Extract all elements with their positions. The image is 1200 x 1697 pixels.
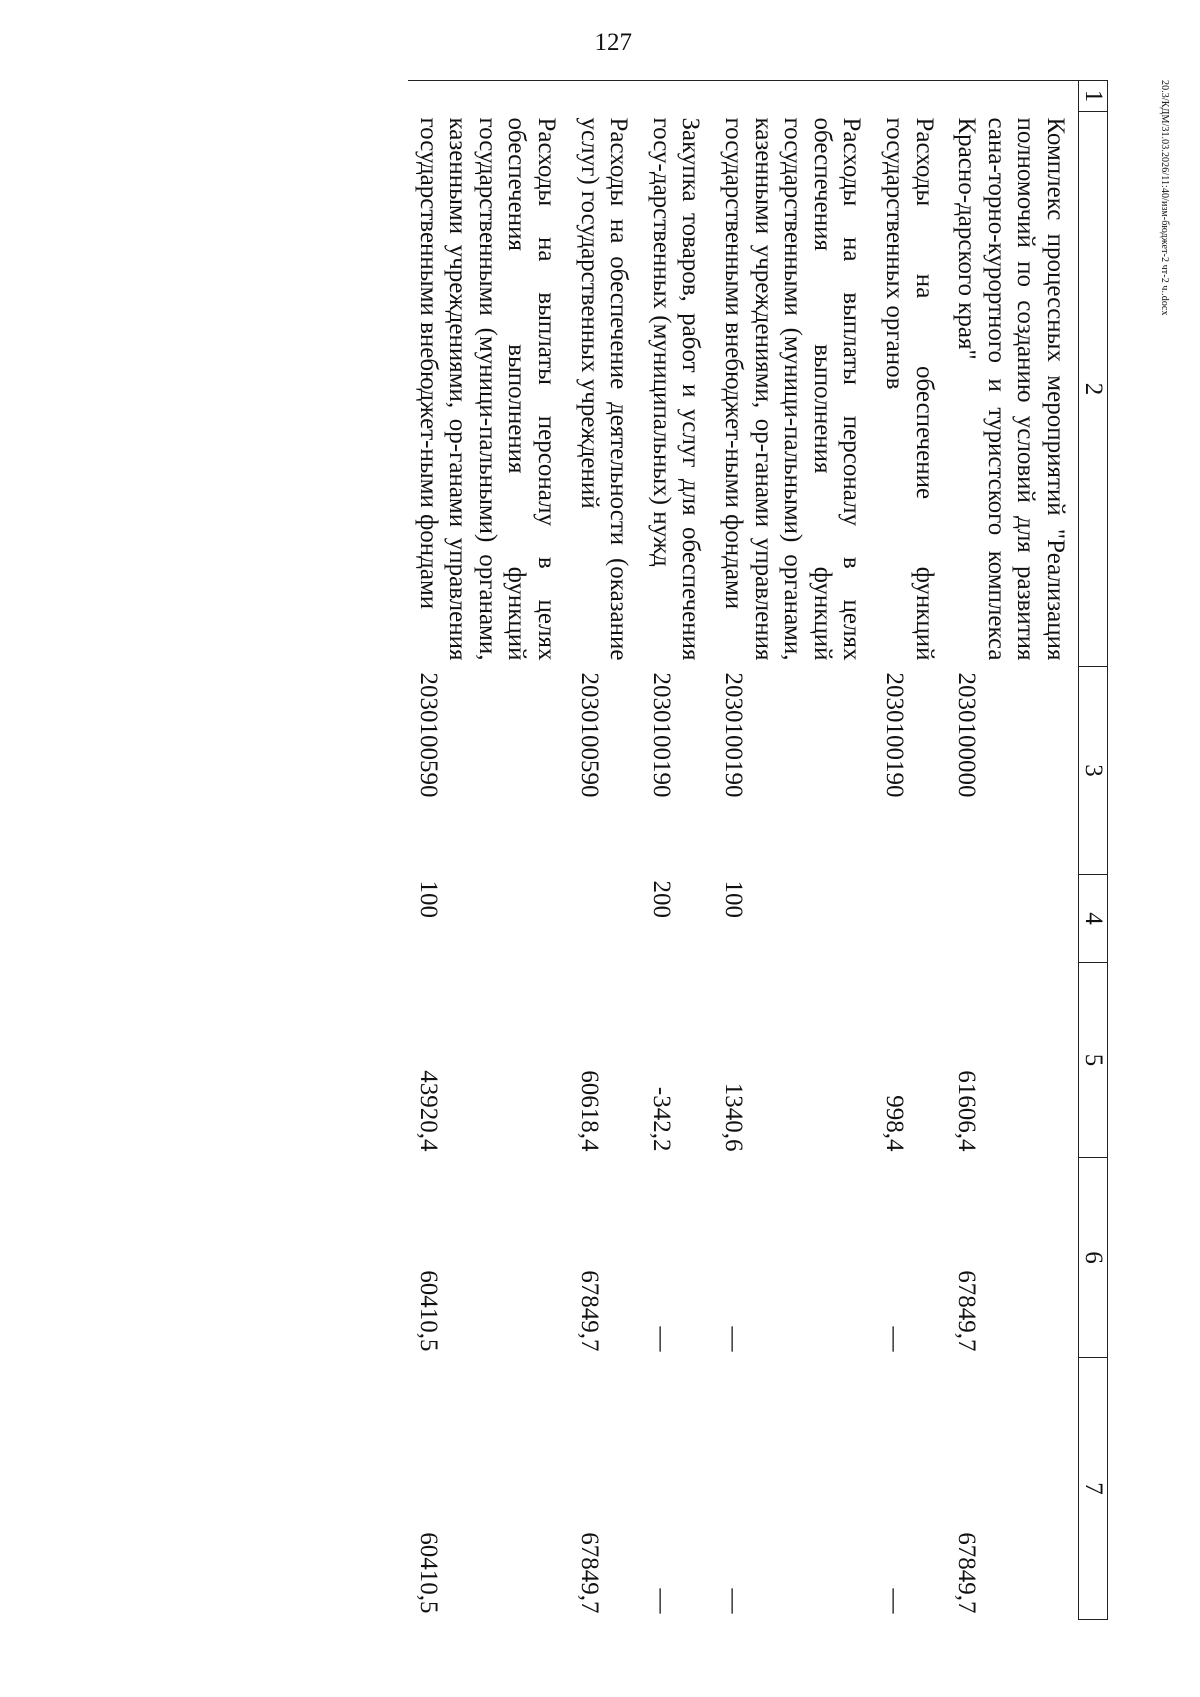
header-cell-3: 3 [1079, 667, 1108, 875]
row-description: Расходы на выплаты персоналу в целях обеспечения выполнения функций государственными (муници-пальными) органами, казенными учреждениями, ор-ганами управления государственными внебюджет-ными фондами [720, 117, 866, 661]
header-cell-5: 5 [1079, 963, 1108, 1158]
table-row [947, 81, 1079, 1620]
row-number-cell [947, 81, 1079, 112]
budget-table [408, 80, 1108, 1620]
table-row [569, 81, 641, 1620]
row-kvr: 100 [414, 880, 442, 918]
row-kvr [569, 875, 641, 963]
header-row [1079, 81, 1108, 1620]
row-col6: — [647, 1326, 675, 1352]
row-code: 2030100590 [575, 672, 603, 798]
row-code: 2030100190 [881, 672, 909, 798]
row-number-cell [874, 81, 946, 112]
row-code: 2030100000 [953, 672, 981, 798]
row-number-cell [569, 81, 641, 112]
row-col5: -342,2 [647, 1086, 675, 1152]
header-cell-7: 7 [1079, 1358, 1108, 1620]
header-cell-1: 1 [1079, 81, 1108, 112]
row-col5: 43920,4 [414, 1070, 442, 1152]
row-code: 2030100190 [720, 672, 748, 798]
row-description: Расходы на обеспечение функций государственных органов [881, 117, 938, 661]
row-number-cell [713, 81, 874, 112]
row-col7: — [647, 1588, 675, 1614]
row-col7: 67849,7 [953, 1532, 981, 1614]
page-number: 127 [594, 29, 632, 56]
row-kvr [874, 875, 946, 963]
row-description: Комплекс процессных мероприятий "Реализация полномочий по созданию условий для развития сана-торно-курортного и туристского комплекса Красно-дарского края" [953, 117, 1069, 661]
rotated-table-region [178, 80, 1108, 1619]
row-kvr: 200 [647, 880, 675, 918]
row-col6: — [720, 1326, 748, 1352]
row-col6: 60410,5 [414, 1270, 442, 1352]
row-col7: 67849,7 [575, 1532, 603, 1614]
header-cell-2: 2 [1079, 112, 1108, 667]
table-row [641, 81, 713, 1620]
row-code: 2030100590 [414, 672, 442, 798]
row-kvr: 100 [720, 880, 748, 918]
table-row [408, 81, 569, 1620]
row-col5: 61606,4 [953, 1070, 981, 1152]
header-cell-6: 6 [1079, 1158, 1108, 1358]
row-col7: — [720, 1588, 748, 1614]
row-description: Закупка товаров, работ и услуг для обеспечения госу-дарственных (муниципальных) нужд [647, 117, 705, 661]
table-row [874, 81, 946, 1620]
row-col7: 60410,5 [414, 1532, 442, 1614]
header-cell-4: 4 [1079, 875, 1108, 963]
row-col6: — [881, 1326, 909, 1352]
row-number-cell [408, 81, 569, 112]
row-col5: 1340,6 [720, 1082, 748, 1152]
row-col7: — [881, 1588, 909, 1614]
row-kvr [947, 875, 1079, 963]
file-stamp: 20.3/КДМ/31.03.2026/11:40/изм-бюджет-2 чт-2 ч..docx [1159, 80, 1170, 316]
row-col5: 60618,4 [575, 1070, 603, 1152]
row-col6: 67849,7 [575, 1270, 603, 1352]
row-number-cell [641, 81, 713, 112]
table-row [713, 81, 874, 1620]
row-code: 2030100190 [647, 672, 675, 798]
row-col5: 998,4 [881, 1095, 909, 1152]
row-description: Расходы на обеспечение деятельности (оказание услуг) государственных учреждений [575, 117, 633, 661]
row-col6: 67849,7 [953, 1270, 981, 1352]
row-description: Расходы на выплаты персоналу в целях обеспечения выполнения функций государственными (муници-пальными) органами, казенными учреждениями, ор-ганами управления государственными внебюджет-ными фондами [414, 117, 561, 661]
